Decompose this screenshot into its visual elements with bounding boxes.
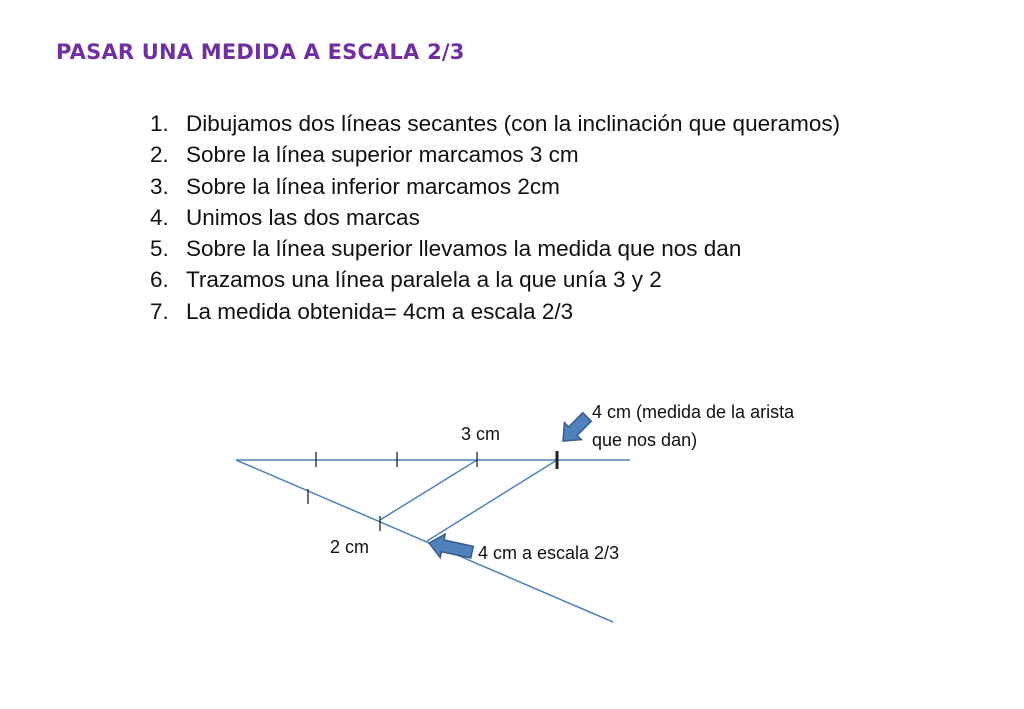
list-item: 7. La medida obtenida= 4cm a escala 2/3 bbox=[150, 298, 574, 324]
joining-line bbox=[380, 460, 477, 520]
list-item: 2. Sobre la línea superior marcamos 3 cm bbox=[150, 142, 579, 168]
label-3cm: 3 cm bbox=[461, 424, 501, 444]
label-scaled: 4 cm a escala 2/3 bbox=[478, 543, 620, 563]
list-item: 1. Dibujamos dos líneas secantes (con la inclinación que queramos) bbox=[150, 111, 841, 136]
list-item: 4. Unimos las dos marcas bbox=[150, 204, 420, 230]
lower-line bbox=[236, 460, 613, 622]
label-2cm: 2 cm bbox=[330, 537, 370, 557]
page-title: PASAR UNA MEDIDA A ESCALA 2/3 bbox=[56, 40, 465, 64]
label-4cm-line1: 4 cm (medida de la arista bbox=[592, 402, 795, 422]
label-4cm-line2: que nos dan) bbox=[592, 430, 698, 450]
arrow-icon bbox=[555, 408, 596, 449]
parallel-line bbox=[427, 460, 557, 541]
list-item: 5. Sobre la línea superior llevamos la medida que nos dan bbox=[150, 236, 742, 262]
list-item: 6. Trazamos una línea paralela a la que unía 3 y 2 bbox=[150, 267, 662, 293]
list-item: 3. Sobre la línea inferior marcamos 2cm bbox=[150, 173, 560, 199]
